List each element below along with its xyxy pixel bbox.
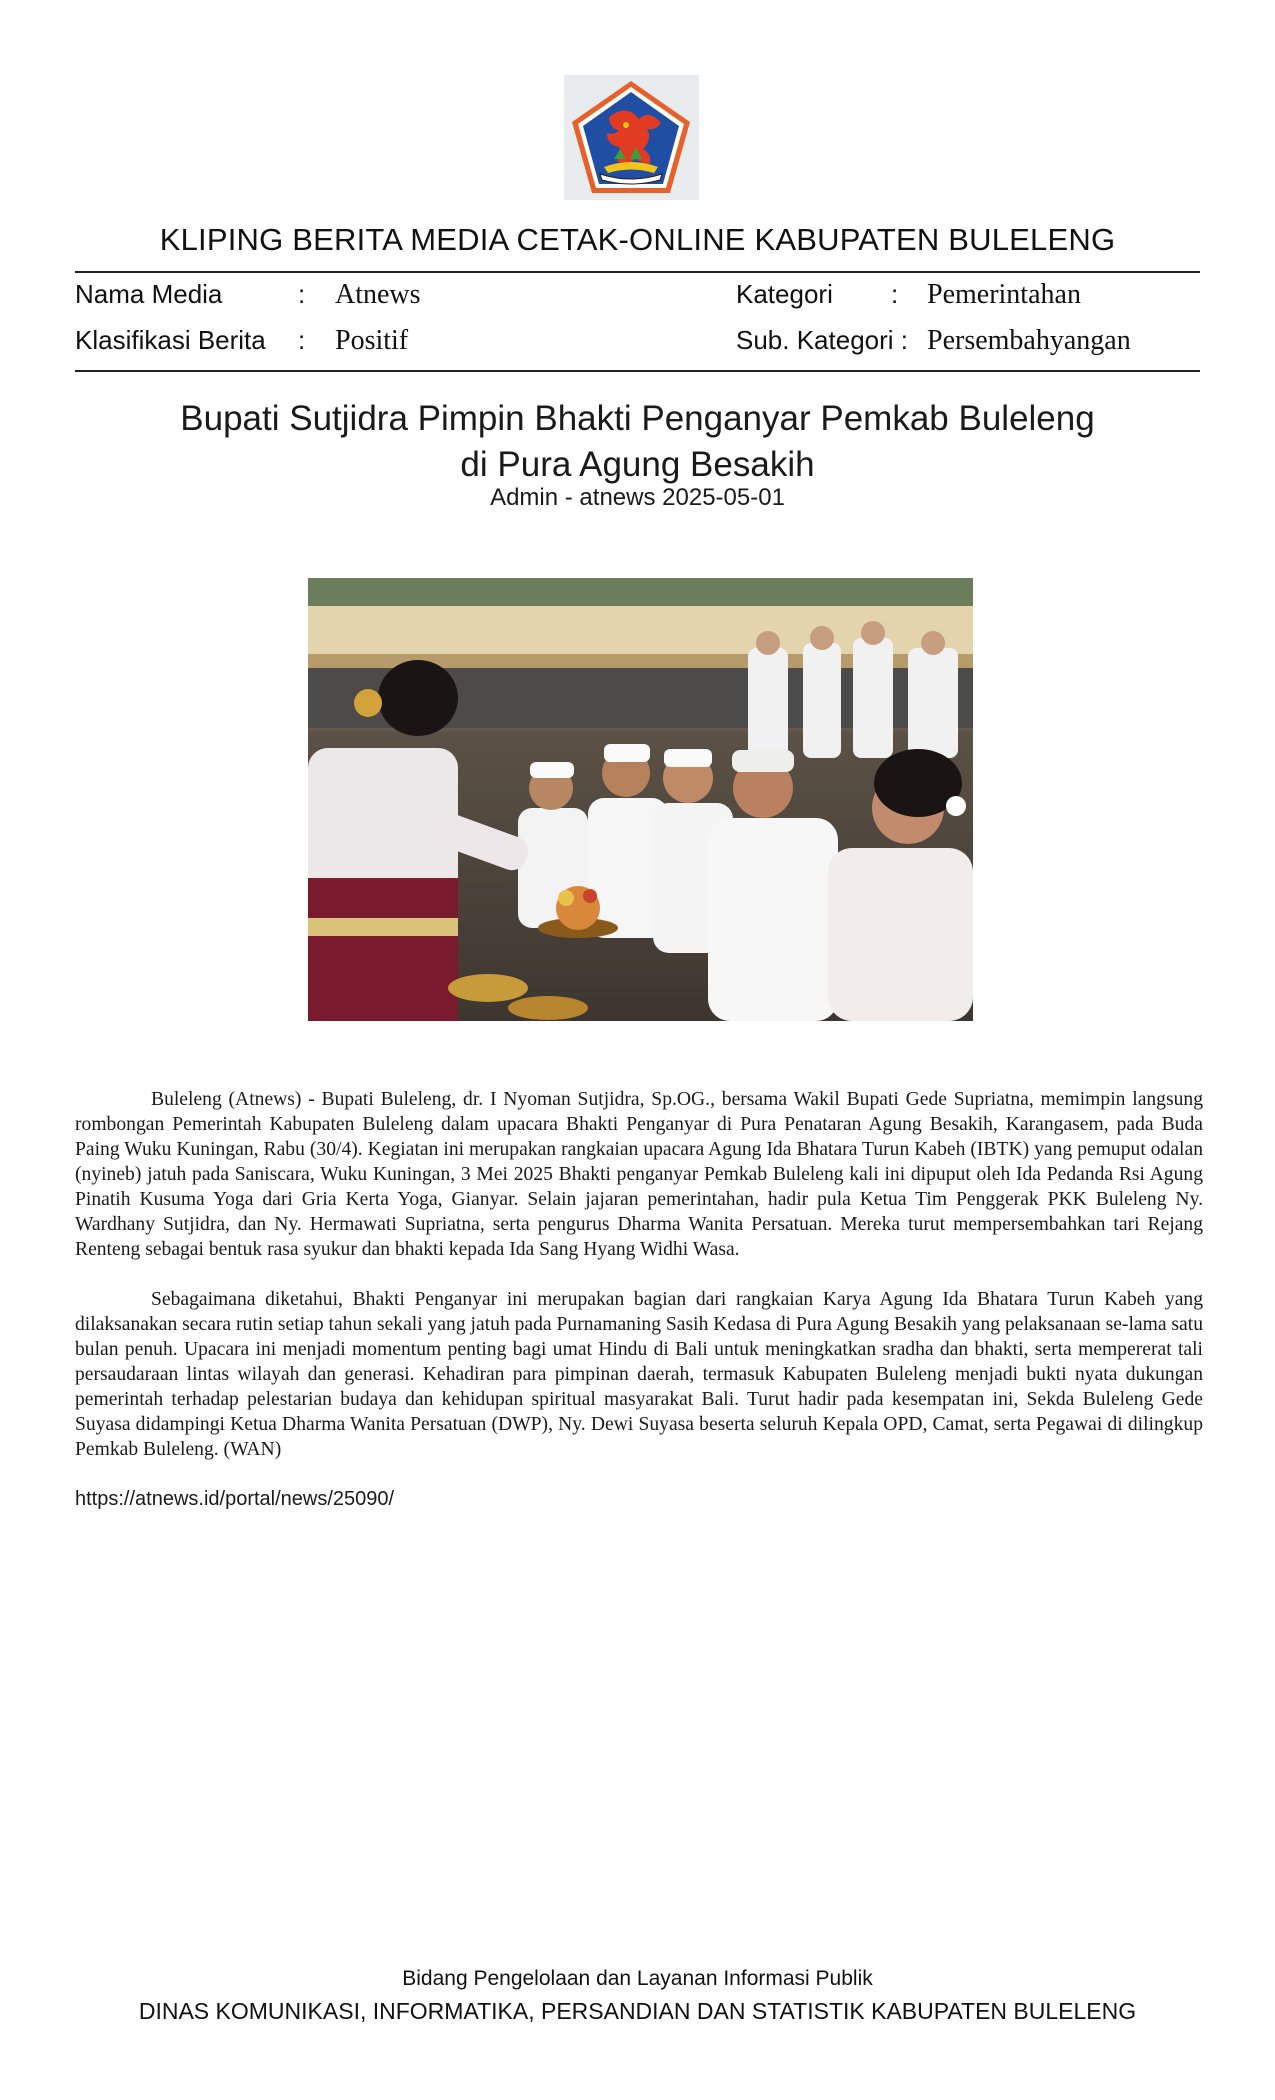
document-title: KLIPING BERITA MEDIA CETAK-ONLINE KABUPATEN BULELENG xyxy=(159,222,1116,257)
category-separator: : xyxy=(891,279,899,309)
header-divider xyxy=(75,271,1200,273)
meta-divider xyxy=(75,370,1200,372)
media-separator: : xyxy=(298,279,306,309)
article-paragraph-1: Buleleng (Atnews) - Bupati Buleleng, dr. I Nyoman Sutjidra, Sp.OG., bersama Wakil Bupati Gede Supriatna, memimpin langsung rombongan Pemerintah Kabupaten Buleleng dalam upacara Bhakti Penganyar di Pura Penataran Agung Besakih, Karangasem, pada Buda Paing Wuku Kuningan, Rabu (30/4). Kegiatan ini merupakan rangkaian upacara Agung Ida Bhatara Turun Kabeh (IBTK) yang pemuput odalan (nyineb) jatuh pada Saniscara, Wuku Kuningan, 3 Mei 2025 Bhakti penganyar Pemkab Buleleng kali ini dipuput oleh Ida Pedanda Rsi Agung Pinatih Kusuma Yoga dari Gria Kerta Yoga, Gianyar. Selain jajaran pemerintahan, hadir pula Ketua Tim Penggerak PKK Buleleng Ny. Wardhany Sutjidra, dan Ny. Hermawati Supriatna, serta pengurus Dharma Wanita Persatuan. Mereka turut mempersembahkan tari Rejang Renteng sebagai bentuk rasa syukur dan bhakti kepada Ida Sang Hyang Widhi Wasa. xyxy=(75,1089,1203,1260)
article-body xyxy=(75,1087,1203,1487)
headline-line-2: di Pura Agung Besakih xyxy=(460,445,815,484)
category-value: Pemerintahan xyxy=(927,279,1081,310)
meta-row-classification xyxy=(75,325,1200,365)
article-byline: Admin - atnews 2025-05-01 xyxy=(490,484,785,511)
subcategory-value: Persembahyangan xyxy=(927,325,1131,356)
classification-separator: : xyxy=(298,325,306,355)
classification-label: Klasifikasi Berita xyxy=(75,325,266,355)
ceremony-photo xyxy=(308,578,973,1021)
footer-department: Bidang Pengelolaan dan Layanan Informasi Publik xyxy=(402,1967,873,1990)
article-headline xyxy=(0,396,1275,488)
footer-agency: DINAS KOMUNIKASI, INFORMATIKA, PERSANDIAN DAN STATISTIK KABUPATEN BULELENG xyxy=(138,1998,1137,2024)
category-label: Kategori xyxy=(736,279,833,309)
meta-row-media xyxy=(75,279,1200,319)
classification-value: Positif xyxy=(335,325,409,356)
headline-line-1: Bupati Sutjidra Pimpin Bhakti Penganyar Pemkab Buleleng xyxy=(180,399,1095,438)
subcategory-label: Sub. Kategori : xyxy=(736,325,908,355)
media-value: Atnews xyxy=(335,279,421,310)
source-link[interactable]: https://atnews.id/portal/news/25090/ xyxy=(75,1488,395,1510)
media-label: Nama Media xyxy=(75,279,223,309)
buleleng-regency-crest-icon xyxy=(564,75,699,200)
article-paragraph-2: Sebagaimana diketahui, Bhakti Penganyar ini merupakan bagian dari rangkaian Karya Agung Ida Bhatara Turun Kabeh yang dilaksanakan secara rutin setiap tahun sekali yang jatuh pada Purnamaning Sasih Kedasa di Pura Agung Besakih yang pelaksanaan se-lama satu bulan penuh. Upacara ini menjadi momentum penting bagi umat Hindu di Bali untuk meningkatkan sradha dan bhakti, serta mempererat tali persaudaraan lintas wilayah dan generasi. Kehadiran para pimpinan daerah, termasuk Kabupaten Buleleng menjadi bukti nyata dukungan pemerintah terhadap pelestarian budaya dan kehidupan spiritual masyarakat Bali. Turut hadir pada kesempatan ini, Sekda Buleleng Gede Suyasa didampingi Ketua Dharma Wanita Persatuan (DWP), Ny. Dewi Suyasa beserta seluruh Kepala OPD, Camat, serta Pegawai di dilingkup Pemkab Buleleng. (WAN) xyxy=(75,1289,1203,1460)
